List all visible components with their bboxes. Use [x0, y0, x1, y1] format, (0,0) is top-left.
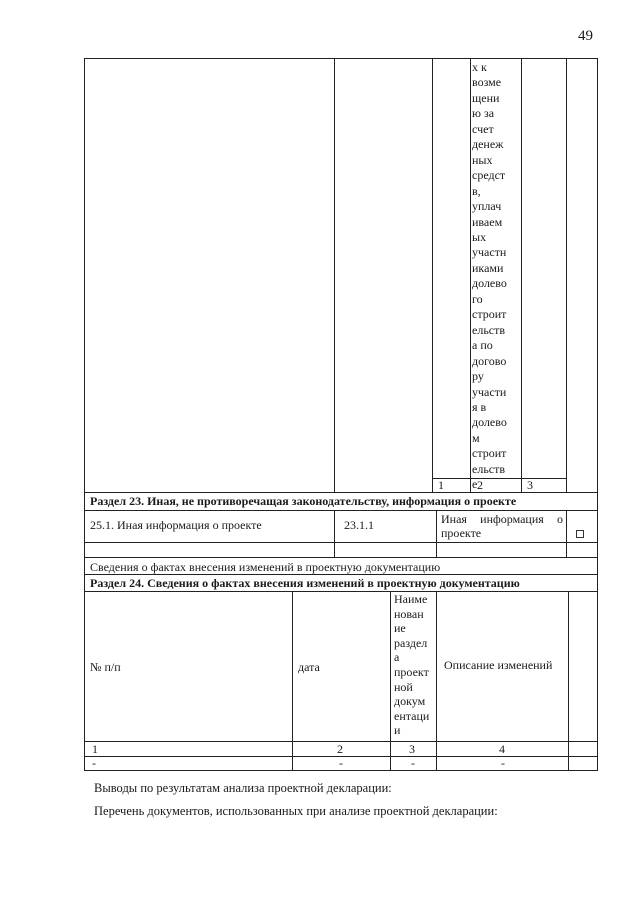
narrow-cell-text: [472, 60, 522, 493]
text-line: го: [472, 291, 483, 306]
table-cell: -: [339, 756, 343, 770]
text-line: проект: [394, 664, 429, 679]
column-number: 2: [477, 478, 483, 492]
row-code: 23.1.1: [344, 518, 374, 532]
text-line: иваем: [472, 214, 503, 229]
text-line: уплач: [472, 199, 502, 214]
table-cell: -: [501, 756, 505, 770]
header-section-name: [394, 592, 429, 738]
text-line: а: [394, 650, 400, 665]
text-line: ельств: [472, 461, 506, 476]
text-line: ие: [394, 621, 406, 636]
row-label: 25.1. Иная информация о проекте: [90, 518, 262, 532]
header-description: Описание изменений: [444, 658, 553, 672]
column-number: 1: [438, 478, 444, 492]
column-number: 3: [409, 742, 415, 756]
text-line: нован: [394, 606, 424, 621]
text-line: счет: [472, 121, 494, 136]
text-line: догово: [472, 353, 507, 368]
table-cell: -: [411, 756, 415, 770]
checkbox[interactable]: [576, 530, 584, 538]
text-line: щени: [472, 90, 500, 105]
text-line: ру: [472, 369, 484, 384]
text-line: я в: [472, 399, 487, 414]
text-line: Наиме: [394, 592, 428, 606]
page-number: 49: [578, 28, 593, 44]
text-line: е: [472, 477, 478, 492]
text-line: ентаци: [394, 708, 430, 723]
row-description: [441, 512, 563, 540]
text-line: а по: [472, 338, 493, 353]
text-line: строит: [472, 446, 507, 461]
text-line: долево: [472, 415, 507, 430]
text-line: средст: [472, 168, 506, 183]
table-cell: -: [92, 756, 96, 770]
header-date: дата: [298, 660, 320, 674]
text-line: докум: [394, 694, 426, 709]
text-line: ых: [472, 229, 487, 244]
text-line: ной: [394, 679, 413, 694]
text-line: ных: [472, 152, 493, 167]
text-line: денеж: [472, 137, 504, 152]
header-num: № п/п: [90, 660, 121, 674]
section-24-title: Раздел 24. Сведения о фактах внесения изменений в проектную документацию: [90, 576, 520, 590]
text-line: и: [394, 723, 401, 738]
text-line: иками: [472, 260, 504, 275]
text-line: проекте: [441, 526, 482, 540]
column-number: 4: [499, 742, 505, 756]
text-line: участи: [472, 384, 507, 399]
column-number: 2: [337, 742, 343, 756]
text-line: м: [472, 430, 480, 445]
changes-info-title: Сведения о фактах внесения изменений в проектную документацию: [90, 560, 441, 574]
column-number: 1: [92, 742, 98, 756]
text-line: ю за: [472, 106, 495, 121]
section-23-title: Раздел 23. Иная, не противоречащая законодательству, информация о проекте: [90, 494, 517, 508]
text-line: ельств: [472, 322, 506, 337]
text-line: раздел: [394, 635, 428, 650]
column-number: 3: [527, 478, 533, 492]
text-line: Иная информация о: [441, 512, 563, 526]
documents-text: Перечень документов, использованных при анализе проектной декларации:: [94, 804, 498, 818]
text-line: возме: [472, 75, 502, 90]
conclusions-text: Выводы по результатам анализа проектной декларации:: [94, 781, 392, 795]
text-line: участн: [472, 245, 507, 260]
text-line: в,: [472, 183, 481, 198]
text-line: строит: [472, 307, 507, 322]
text-line: х к: [472, 60, 487, 74]
text-line: долево: [472, 276, 507, 291]
